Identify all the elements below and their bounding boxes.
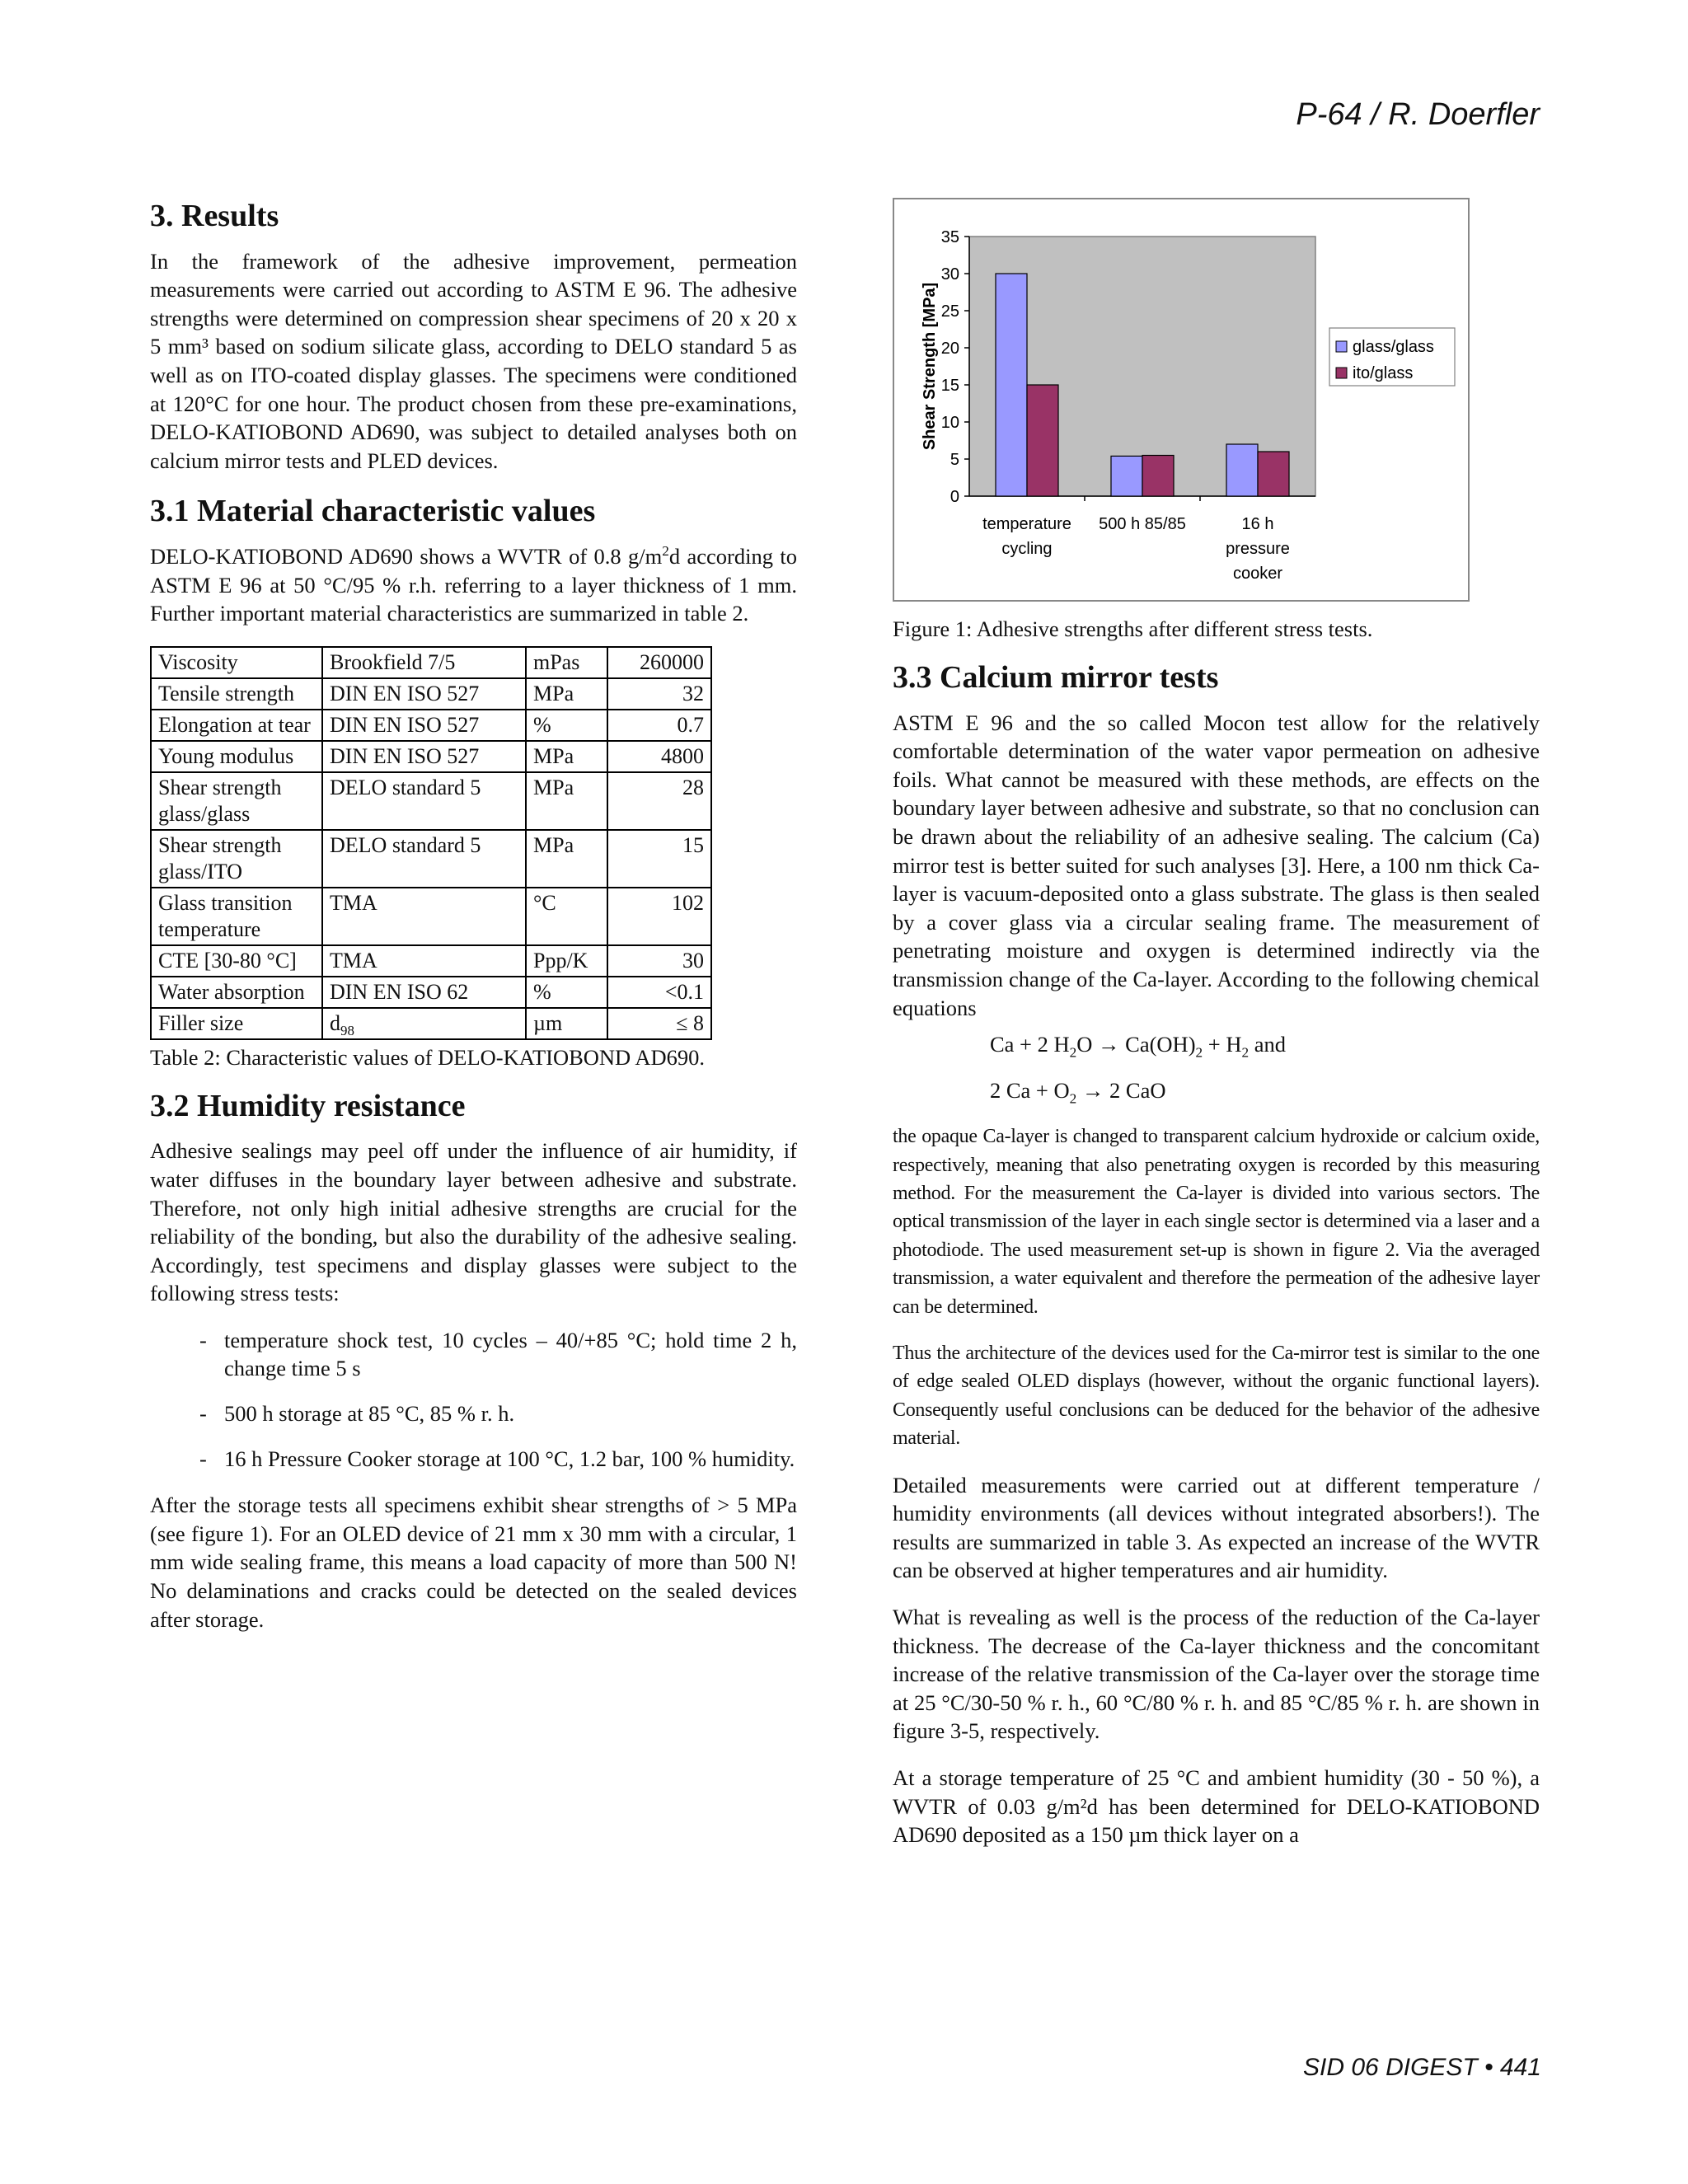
running-header: P-64 / R. Doerfler bbox=[1296, 97, 1540, 132]
eq-text: → 2 CaO bbox=[1076, 1078, 1166, 1104]
wvtr-superscript: 2 bbox=[662, 543, 669, 560]
bar-glass-glass bbox=[996, 274, 1027, 496]
list-item-text: temperature shock test, 10 cycles – 40/+85 °C; hold time 2 h, change time 5 s bbox=[224, 1327, 797, 1381]
list-dash: - bbox=[199, 1446, 207, 1471]
y-tick-label: 10 bbox=[940, 414, 959, 432]
legend-swatch bbox=[1336, 341, 1347, 352]
table-row bbox=[151, 977, 711, 1008]
table-cell: 0.7 bbox=[607, 710, 711, 741]
x-tick-label: cooker bbox=[1232, 565, 1283, 583]
y-tick-label: 5 bbox=[950, 451, 959, 469]
list-dash: - bbox=[199, 1327, 207, 1352]
table-cell: DIN EN ISO 527 bbox=[322, 741, 526, 772]
calcium-paragraph-4: Detailed measurements were carried out at different temperature / humidity environments (all devices without integrated absorbers!). The results are summarized in table 3. As expected an increase of the WVTR can be observed at higher temperatures and air humidity. bbox=[893, 1472, 1540, 1583]
table-cell: 32 bbox=[607, 678, 711, 710]
table-cell: Elongation at tear bbox=[151, 710, 322, 741]
eq-text: Ca + 2 H bbox=[990, 1032, 1070, 1057]
table-cell: MPa bbox=[526, 678, 607, 710]
eq-subscript: 2 bbox=[1241, 1044, 1250, 1061]
table-cell: CTE [30-80 °C] bbox=[151, 945, 322, 977]
calcium-paragraph-5: What is revealing as well is the process of the reduction of the Ca-layer thickness. The decrease of the Ca-layer thickness and the concomitant increase of the relative transmission of the Ca-layer over the storage time at 25 °C/30-50 % r. h., 60 °C/80 % r. h. and 85 °C/85 % r. h. are shown in figure 3-5, respectively. bbox=[893, 1604, 1540, 1744]
table-cell: Shear strength glass/ITO bbox=[151, 830, 322, 888]
table-cell: 260000 bbox=[607, 647, 711, 678]
eq-text: 2 Ca + O bbox=[990, 1078, 1070, 1104]
y-tick-label: 15 bbox=[940, 377, 959, 395]
y-tick-label: 35 bbox=[940, 228, 959, 246]
table-cell: % bbox=[526, 977, 607, 1008]
table-cell: Ppp/K bbox=[526, 945, 607, 977]
left-column bbox=[150, 198, 797, 1652]
x-tick-label: 16 h bbox=[1241, 515, 1274, 533]
page-footer: SID 06 DIGEST • 441 bbox=[1303, 2054, 1541, 2081]
table-cell: MPa bbox=[526, 830, 607, 888]
eq-text: and bbox=[1249, 1032, 1286, 1057]
calcium-paragraph-6: At a storage temperature of 25 °C and ambient humidity (30 - 50 %), a WVTR of 0.03 g/m²d has been determined for DELO-KATIOBOND AD690 deposited as a 150 µm thick layer on a bbox=[893, 1765, 1540, 1848]
table-cell: Tensile strength bbox=[151, 678, 322, 710]
storage-results-paragraph: After the storage tests all specimens exhibit shear strengths of > 5 MPa (see figure 1). For an OLED device of 21 mm x 30 mm with a circular, 1 mm wide sealing frame, this means a load capacity of more than 500 N! No delaminations and cracks could be detected on the sealed devices after storage. bbox=[150, 1493, 797, 1632]
x-tick-label: cycling bbox=[1001, 540, 1053, 558]
chart-svg bbox=[893, 198, 1470, 602]
right-column bbox=[893, 198, 1540, 1868]
x-tick-label: pressure bbox=[1226, 540, 1290, 558]
calcium-paragraph-2: the opaque Ca-layer is changed to transparent calcium hydroxide or calcium oxide, respectively, meaning that also penetrating oxygen is recorded by this measuring method. For the measurement the Ca-layer is divided into various sectors. The optical transmission of the layer in each single sector is determined via a laser and a photodiode. The used measurement set-up is shown in figure 2. Via the averaged transmission, a water equivalent and therefore the permeation of the adhesive layer can be determined. bbox=[893, 1126, 1540, 1318]
y-tick-label: 0 bbox=[950, 488, 959, 506]
table-cell: DIN EN ISO 62 bbox=[322, 977, 526, 1008]
eq-text: + H bbox=[1203, 1032, 1242, 1057]
list-item-text: 16 h Pressure Cooker storage at 100 °C, 1.2 bar, 100 % humidity. bbox=[224, 1446, 795, 1471]
eq-subscript: 2 bbox=[1069, 1044, 1077, 1061]
table-cell: ≤ 8 bbox=[607, 1008, 711, 1039]
table-cell: DIN EN ISO 527 bbox=[322, 710, 526, 741]
stress-test-list bbox=[150, 1326, 797, 1473]
table-cell: DIN EN ISO 527 bbox=[322, 678, 526, 710]
table-row bbox=[151, 830, 711, 888]
table-row bbox=[151, 647, 711, 678]
wvtr-text-cont: d according to ASTM E 96 at 50 °C/95 % r.h. referring to a layer thickness of 1 mm. Further important material characteristics are summarized in table 2. bbox=[150, 543, 797, 626]
eq-subscript: 2 bbox=[1069, 1090, 1077, 1107]
table-row bbox=[151, 741, 711, 772]
table-row bbox=[151, 888, 711, 945]
section-title-humidity: 3.2 Humidity resistance bbox=[150, 1088, 466, 1123]
figure-caption: Figure 1: Adhesive strengths after different stress tests. bbox=[893, 616, 1373, 641]
equation-1 bbox=[990, 1030, 1540, 1061]
table-cell: MPa bbox=[526, 772, 607, 830]
table-cell: DELO standard 5 bbox=[322, 830, 526, 888]
bar-ito-glass bbox=[1142, 456, 1174, 497]
table-cell: DELO standard 5 bbox=[322, 772, 526, 830]
table-cell: mPas bbox=[526, 647, 607, 678]
x-tick-label: 500 h 85/85 bbox=[1099, 515, 1186, 533]
x-tick-label: temperature bbox=[982, 515, 1071, 533]
table-cell bbox=[322, 1008, 526, 1039]
material-values-paragraph bbox=[150, 542, 797, 628]
results-paragraph: In the framework of the adhesive improvement, permeation measurements were carried out according to ASTM E 96. The adhesive strengths were determined on compression shear specimens of 20 x 20 x 5 mm³ based on sodium silicate glass, according to DELO standard 5 as well as on ITO-coated display glasses. The specimens were conditioned at 120°C for one hour. The product chosen from these pre-examinations, DELO-KATIOBOND AD690, was subject to detailed analyses both on calcium mirror tests and PLED devices. bbox=[150, 248, 797, 473]
table-cell: 102 bbox=[607, 888, 711, 945]
legend-label: ito/glass bbox=[1353, 364, 1414, 382]
list-item bbox=[199, 1399, 797, 1428]
bar-ito-glass bbox=[1027, 385, 1058, 496]
table-cell-subscript: 98 bbox=[340, 1022, 354, 1038]
eq-text: O → Ca(OH) bbox=[1076, 1032, 1196, 1057]
table-cell: µm bbox=[526, 1008, 607, 1039]
humidity-paragraph: Adhesive sealings may peel off under the influence of air humidity, if water diffuses in the boundary layer between adhesive and substrate. Therefore, not only high initial adhesive strengths are crucial for the reliability of the bonding, but also the durability of the adhesive sealing. Accordingly, test specimens and display glasses were subject to the following stress tests: bbox=[150, 1138, 797, 1306]
list-dash: - bbox=[199, 1401, 207, 1427]
table-cell: TMA bbox=[322, 888, 526, 945]
y-tick-label: 25 bbox=[940, 302, 959, 321]
calcium-paragraph-3: Thus the architecture of the devices used for the Ca-mirror test is similar to the one of edge sealed OLED displays (however, without the organic functional layers). Consequently useful conclusions can be deduced for the behavior of the adhesive material. bbox=[893, 1342, 1540, 1450]
table-caption: Table 2: Characteristic values of DELO-KATIOBOND AD690. bbox=[150, 1044, 705, 1070]
table-cell: 15 bbox=[607, 830, 711, 888]
y-tick-label: 30 bbox=[940, 265, 959, 284]
list-item bbox=[199, 1326, 797, 1383]
table-row bbox=[151, 710, 711, 741]
section-title-calcium-mirror: 3.3 Calcium mirror tests bbox=[893, 660, 1219, 695]
legend-label: glass/glass bbox=[1353, 338, 1434, 356]
table-cell: °C bbox=[526, 888, 607, 945]
bar-glass-glass bbox=[1226, 444, 1258, 496]
table-cell: <0.1 bbox=[607, 977, 711, 1008]
table-cell: 30 bbox=[607, 945, 711, 977]
table-cell: Young modulus bbox=[151, 741, 322, 772]
legend-swatch bbox=[1336, 368, 1347, 378]
table-row bbox=[151, 945, 711, 977]
table-cell: 4800 bbox=[607, 741, 711, 772]
table-cell: MPa bbox=[526, 741, 607, 772]
bar-ito-glass bbox=[1258, 452, 1289, 496]
eq-subscript: 2 bbox=[1195, 1044, 1203, 1061]
table-cell: Filler size bbox=[151, 1008, 322, 1039]
table-row bbox=[151, 1008, 711, 1039]
table-cell: 28 bbox=[607, 772, 711, 830]
table-row bbox=[151, 772, 711, 830]
table-cell: Viscosity bbox=[151, 647, 322, 678]
calcium-paragraph-1: ASTM E 96 and the so called Mocon test allow for the relatively comfortable determination of the water vapor permeation on adhesive foils. What cannot be measured with these methods, are effects on the boundary layer between adhesive and substrate, so that no conclusion can be drawn about the reliability of an adhesive sealing. The calcium (Ca) mirror test is better suited for such analyses [3]. Here, a 100 nm thick Ca-layer is vacuum-deposited onto a glass substrate. The glass is then sealed by a cover glass via a circular sealing frame. The measurement of penetrating moisture and oxygen is determined indirectly via the transmission change of the Ca-layer. According to the following chemical equations bbox=[893, 710, 1540, 1020]
table-cell: Shear strength glass/glass bbox=[151, 772, 322, 830]
y-tick-label: 20 bbox=[940, 340, 959, 358]
table-cell: % bbox=[526, 710, 607, 741]
section-title-results: 3. Results bbox=[150, 199, 279, 233]
table-cell: Brookfield 7/5 bbox=[322, 647, 526, 678]
table-cell: Water absorption bbox=[151, 977, 322, 1008]
table-cell: Glass transition temperature bbox=[151, 888, 322, 945]
shear-strength-chart bbox=[893, 198, 1470, 602]
section-title-material-values: 3.1 Material characteristic values bbox=[150, 494, 596, 529]
bar-glass-glass bbox=[1111, 456, 1142, 496]
equation-2 bbox=[990, 1076, 1540, 1107]
table-cell: TMA bbox=[322, 945, 526, 977]
table-cell-text: d bbox=[330, 1010, 340, 1035]
table-row bbox=[151, 678, 711, 710]
properties-table bbox=[150, 646, 712, 1040]
wvtr-text: DELO-KATIOBOND AD690 shows a WVTR of 0.8 g/m bbox=[150, 543, 663, 569]
y-axis-label: Shear Strength [MPa] bbox=[921, 282, 939, 451]
list-item-text: 500 h storage at 85 °C, 85 % r. h. bbox=[224, 1401, 515, 1427]
list-item bbox=[199, 1445, 797, 1474]
